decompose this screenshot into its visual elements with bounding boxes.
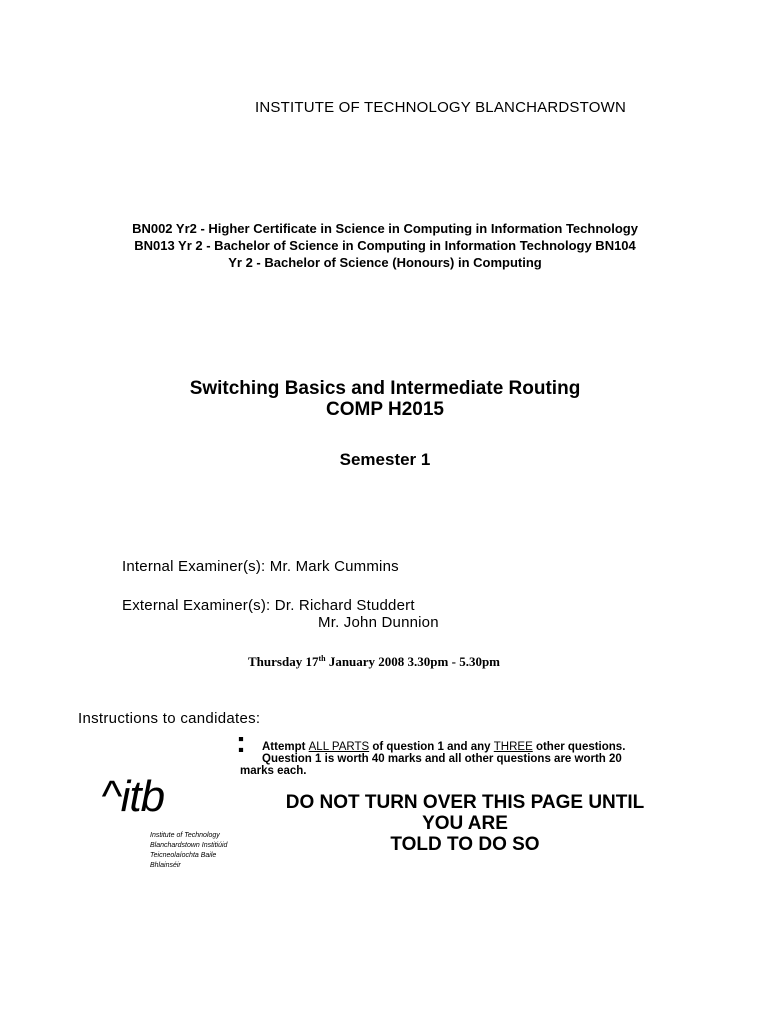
instruction-three: THREE (493, 741, 533, 753)
external-examiner (122, 597, 415, 614)
instruction-text-c: other questions. (532, 741, 626, 753)
bullet-icon: : (236, 726, 246, 759)
external-examiner-name-1: Dr. Richard Studdert (274, 597, 415, 614)
warning-line-1: DO NOT TURN OVER THIS PAGE UNTIL (285, 792, 645, 813)
institute-name: INSTITUTE OF TECHNOLOGY BLANCHARDSTOWN (255, 99, 626, 116)
warning-line-3: TOLD TO DO SO (390, 834, 540, 855)
instruction-text-a: Attempt (262, 741, 309, 753)
logo-caption-line-3: Teicneolaíochta Baile (150, 852, 217, 859)
programme-line-1: BN002 Yr2 - Higher Certificate in Science in Computing in Information Technology (132, 221, 638, 236)
internal-examiner-name: Mr. Mark Cummins (269, 558, 399, 575)
instruction-all-parts: ALL PARTS (308, 741, 370, 753)
exam-date-rest: January 2008 3.30pm - 5.30pm (325, 654, 501, 669)
module-heading (100, 378, 670, 420)
logo-caption (150, 831, 260, 871)
instruction-text-b: of question 1 and any (369, 741, 494, 753)
external-examiner-label: External Examiner(s): (122, 597, 271, 614)
semester-label: Semester 1 (339, 450, 431, 469)
instructions-heading: Instructions to candidates: (78, 710, 261, 727)
logo-caption-line-4: Bhlainséir (150, 862, 181, 869)
module-code: COMP H2015 (326, 399, 444, 420)
instructions-body (240, 741, 660, 777)
logo-caption-line-2: Blanchardstown Institiúid (150, 842, 228, 849)
internal-examiner-label: Internal Examiner(s): (122, 558, 266, 575)
warning-line-2: YOU ARE (422, 813, 508, 834)
exam-date-ordinal: th (318, 654, 326, 663)
exam-date-day: Thursday 17 (248, 654, 319, 669)
instruction-line-3: marks each. (240, 765, 307, 777)
external-examiner-name-2: Mr. John Dunnion (318, 614, 439, 631)
programme-line-3: Yr 2 - Bachelor of Science (Honours) in Computing (228, 255, 542, 270)
warning-notice (240, 792, 690, 855)
exam-date (248, 654, 500, 670)
itb-logo: ^itb (101, 772, 165, 821)
module-title: Switching Basics and Intermediate Routing (189, 378, 581, 399)
programme-line-2: BN013 Yr 2 - Bachelor of Science in Computing in Information Technology BN104 (134, 238, 636, 253)
internal-examiner (122, 558, 399, 575)
instruction-line-2: Question 1 is worth 40 marks and all other questions are worth 20 (262, 753, 622, 765)
logo-caption-line-1: Institute of Technology (150, 832, 220, 839)
programme-list (95, 220, 675, 271)
instruction-line-1 (240, 741, 660, 753)
